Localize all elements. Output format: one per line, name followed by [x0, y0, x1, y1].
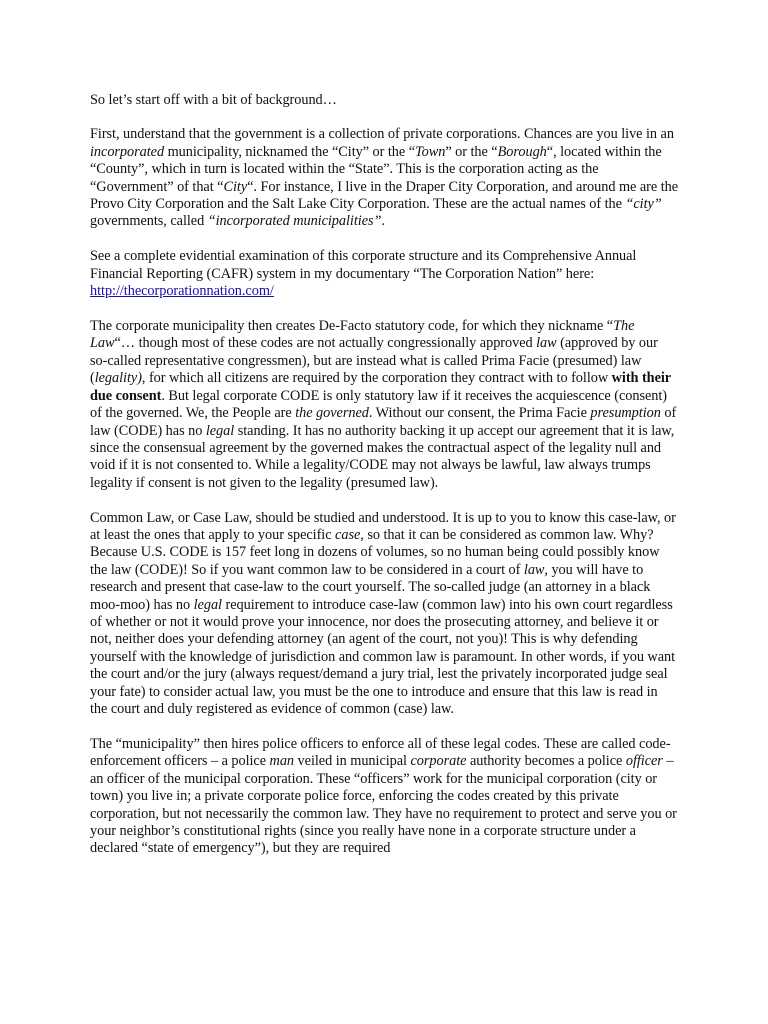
paragraph-intro: So let’s start off with a bit of background… [90, 92, 337, 108]
paragraph-common-law: Common Law, or Case Law, should be studied and understood. It is up to you to know this case-law, or at least the ones that apply to your specific case, so that it can be considered as common law. Why? Because U.S. CODE is 157 feet long in dozens of volumes, so no human being could possibly know the law (CODE)! So if you want common law to be considered in a court of law, you will have to research and present that case-law to the court yourself. The so-called judge (an attorney in a black moo-moo) has no legal requirement to introduce case-law (common law) into his own court regardless of whether or not it would prove your innocence, nor does the prosecuting attorney, and believe it or not, neither does your defending attorney (an agent of the court, not you)! This is why defending yourself with the knowledge of jurisdiction and common law is paramount. In other words, if you want the court and/or the jury (always request/demand a jury trial, lest the privately incorporated judge seal your fate) to consider actual law, you must be the one to introduce and ensure that this law is read in the court and duly registered as evidence of common (case) law. [90, 509, 676, 718]
paragraph-government-corporations: First, understand that the government is a collection of private corporations. Chances are you live in an incorporated municipality, nicknamed the “City” or the “Town” or the “Borough“, located within the “County”, which in turn is located within the “State”. This is the corporation acting as the “Government” of that “City“. For instance, I live in the Draper City Corporation, and around me are the Provo City Corporation and the Salt Lake City Corporation. These are the actual names of the “city” governments, called “incorporated municipalities”. [90, 126, 679, 230]
paragraph-documentary: See a complete evidential examination of this corporate structure and its Comprehensive Annual Financial Reporting (CAFR) system in my documentary “The Corporation Nation” here: http://thecorporationnation.com/ [90, 248, 637, 300]
paragraph-police-officers: The “municipality” then hires police officers to enforce all of these legal codes. These are called code-enforcement officers – a police man veiled in municipal corporate authority becomes a police officer – an officer of the municipal corporation. These “officers” work for the municipal corporation (city or town) you live in; a private corporate police force, enforcing the codes created by this private corporation, but not necessarily the common law. They have no requirement to protect and serve you or your neighbor’s constitutional rights (since you really have none in a corporate structure under a declared “state of emergency”), but they are required [90, 736, 677, 857]
paragraph-statutory-code: The corporate municipality then creates De-Facto statutory code, for which they nickname “The Law“… though most of these codes are not actually congressionally approved law (approved by our so-called representative congressmen), but are instead what is called Prima Facie (presumed) law (legality), for which all citizens are required by the corporation they contract with to follow with their due consent. But legal corporate CODE is only statutory law if it receives the acquiescence (consent) of the governed. We, the People are the governed. Without our consent, the Prima Facie presumption of law (CODE) has no legal standing. It has no authority backing it up accept our agreement that it is law, since the consensual agreement by the governed makes the contractual aspect of the legality null and void if it is not consented to. While a legality/CODE may not always be lawful, law always trumps legality if consent is not given to the legality (presumed law). [90, 318, 677, 491]
documentary-link[interactable]: http://thecorporationnation.com/ [90, 283, 274, 300]
